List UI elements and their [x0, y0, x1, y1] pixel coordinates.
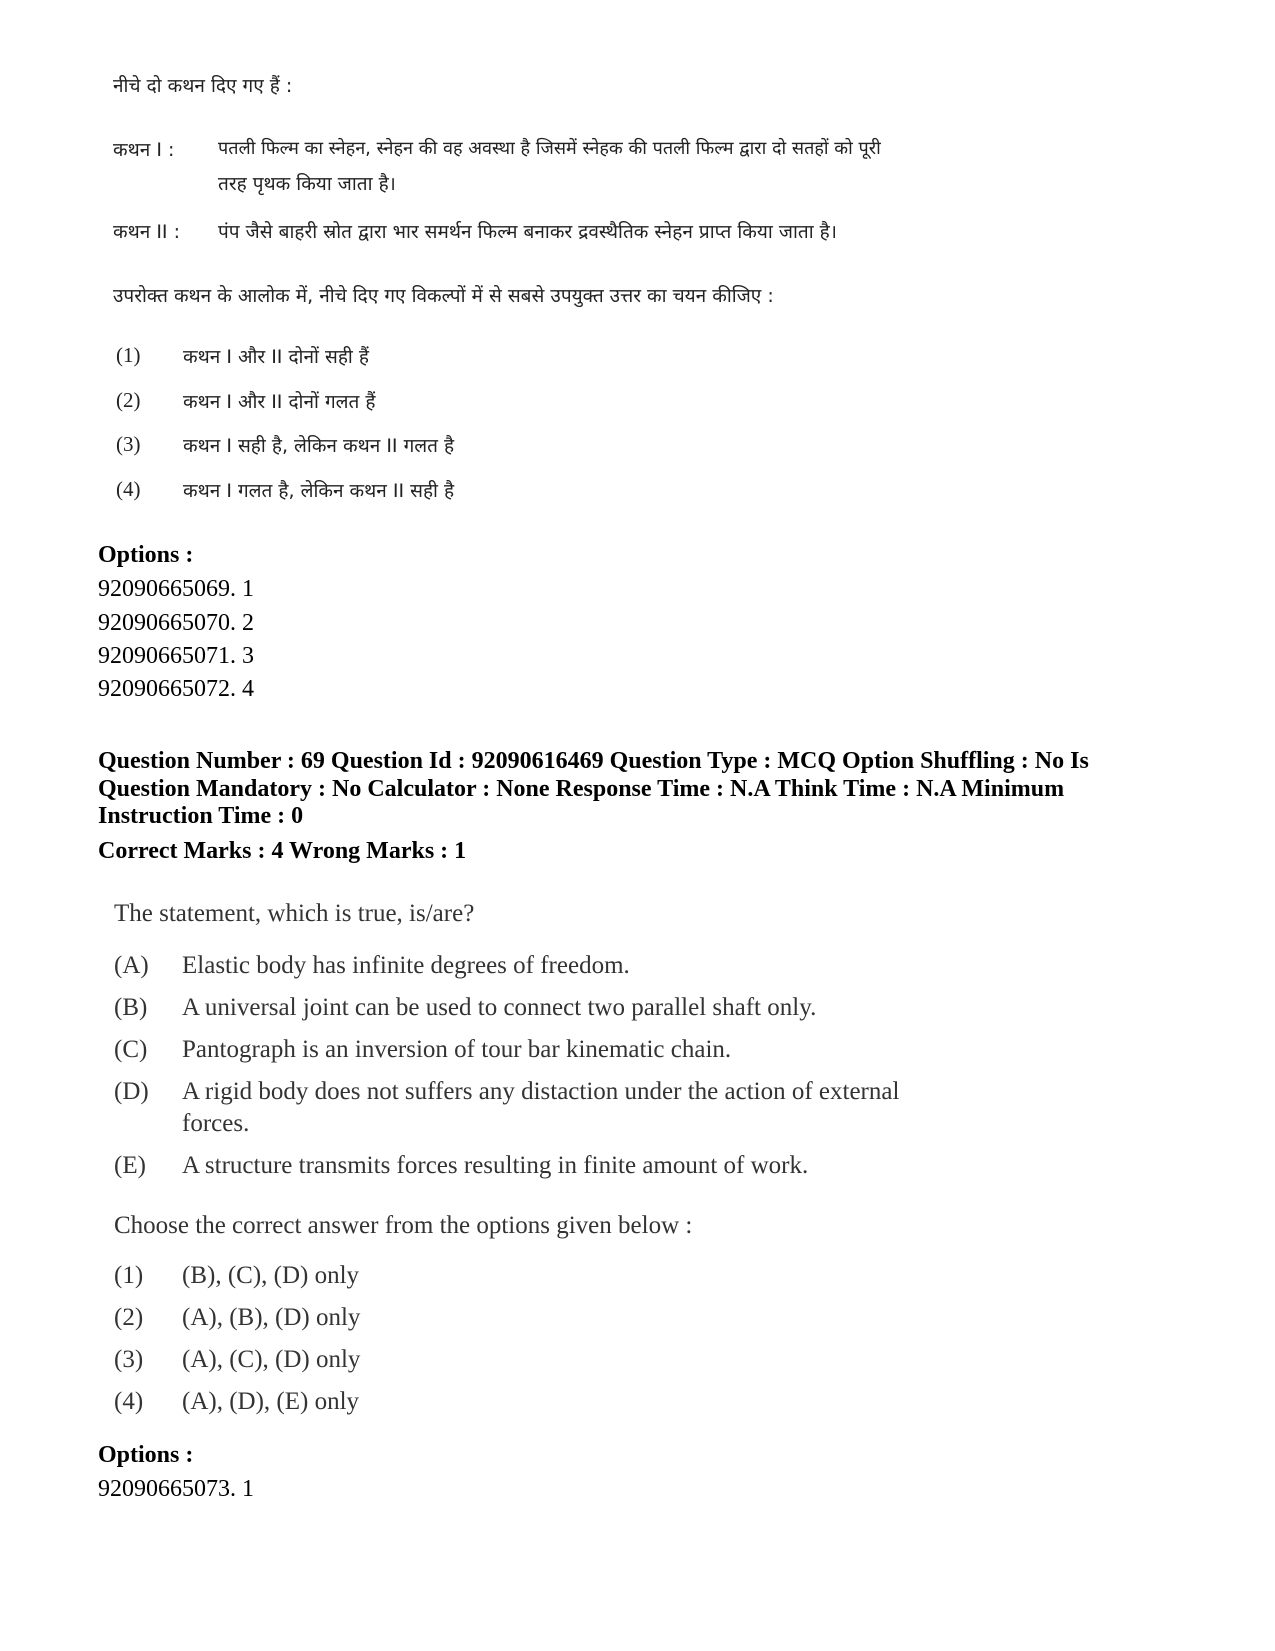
question-marks: Correct Marks : 4 Wrong Marks : 1 — [98, 838, 467, 864]
option-item: 92090665070. 2 — [98, 610, 254, 636]
choice-number: (1) — [114, 1262, 144, 1289]
hindi-statement-label: कथन II : — [113, 221, 180, 243]
choice-text: (A), (D), (E) only — [182, 1388, 360, 1415]
statement-label: (D) — [114, 1078, 149, 1105]
hindi-choice-text: कथन I सही है, लेकिन कथन II गलत है — [183, 435, 455, 457]
statement-label: (A) — [114, 952, 149, 979]
statement-text: A universal joint can be used to connect two parallel shaft only. — [182, 994, 817, 1021]
question-prompt: Choose the correct answer from the options given below : — [114, 1212, 693, 1239]
statement-label: (B) — [114, 994, 148, 1021]
question-meta-line: Question Number : 69 Question Id : 92090616469 Question Type : MCQ Option Shuffling : No Is — [98, 748, 1089, 774]
choice-text: (A), (C), (D) only — [182, 1346, 361, 1373]
option-item: 92090665071. 3 — [98, 643, 254, 669]
hindi-choice-number: (2) — [116, 388, 141, 412]
question-meta-line: Instruction Time : 0 — [98, 803, 304, 829]
option-item: 92090665072. 4 — [98, 676, 254, 702]
statement-label: (C) — [114, 1036, 148, 1063]
option-item: 92090665069. 1 — [98, 576, 254, 602]
choice-text: (B), (C), (D) only — [182, 1262, 360, 1289]
hindi-choice-text: कथन I और II दोनों गलत हैं — [183, 391, 376, 413]
hindi-prompt: उपरोक्त कथन के आलोक में, नीचे दिए गए विकल्पों में से सबसे उपयुक्त उत्तर का चयन कीजिए : — [113, 285, 774, 307]
hindi-statement-text: पतली फिल्म का स्नेहन, स्नेहन की वह अवस्था है जिसमें स्नेहक की पतली फिल्म द्वारा दो सतहों को पूरी — [218, 138, 881, 159]
choice-text: (A), (B), (D) only — [182, 1304, 361, 1331]
options-title: Options : — [98, 542, 194, 568]
hindi-statement-text: तरह पृथक किया जाता है। — [218, 173, 396, 195]
choice-number: (4) — [114, 1388, 144, 1415]
hindi-choice-number: (3) — [116, 432, 141, 456]
statement-text: Elastic body has infinite degrees of freedom. — [182, 952, 630, 979]
statement-text: A rigid body does not suffers any distaction under the action of external — [182, 1078, 900, 1105]
statement-text: forces. — [182, 1110, 250, 1137]
question-meta-line: Question Mandatory : No Calculator : None Response Time : N.A Think Time : N.A Minimum — [98, 776, 1065, 802]
options-title: Options : — [98, 1442, 194, 1468]
question-stem: The statement, which is true, is/are? — [114, 900, 475, 927]
hindi-choice-number: (1) — [116, 343, 141, 367]
hindi-statement-label: कथन I : — [113, 139, 175, 161]
option-item: 92090665073. 1 — [98, 1476, 254, 1502]
hindi-choice-text: कथन I गलत है, लेकिन कथन II सही है — [183, 480, 455, 502]
hindi-statement-text: पंप जैसे बाहरी स्रोत द्वारा भार समर्थन फिल्म बनाकर द्रवस्थैतिक स्नेहन प्राप्त किया जाता है। — [218, 221, 837, 243]
choice-number: (2) — [114, 1304, 144, 1331]
hindi-intro: नीचे दो कथन दिए गए हैं : — [113, 75, 293, 97]
hindi-choice-number: (4) — [116, 477, 141, 501]
hindi-choice-text: कथन I और II दोनों सही हैं — [183, 346, 369, 368]
choice-number: (3) — [114, 1346, 144, 1373]
statement-text: A structure transmits forces resulting in finite amount of work. — [182, 1152, 809, 1179]
statement-label: (E) — [114, 1152, 146, 1179]
statement-text: Pantograph is an inversion of tour bar kinematic chain. — [182, 1036, 732, 1063]
